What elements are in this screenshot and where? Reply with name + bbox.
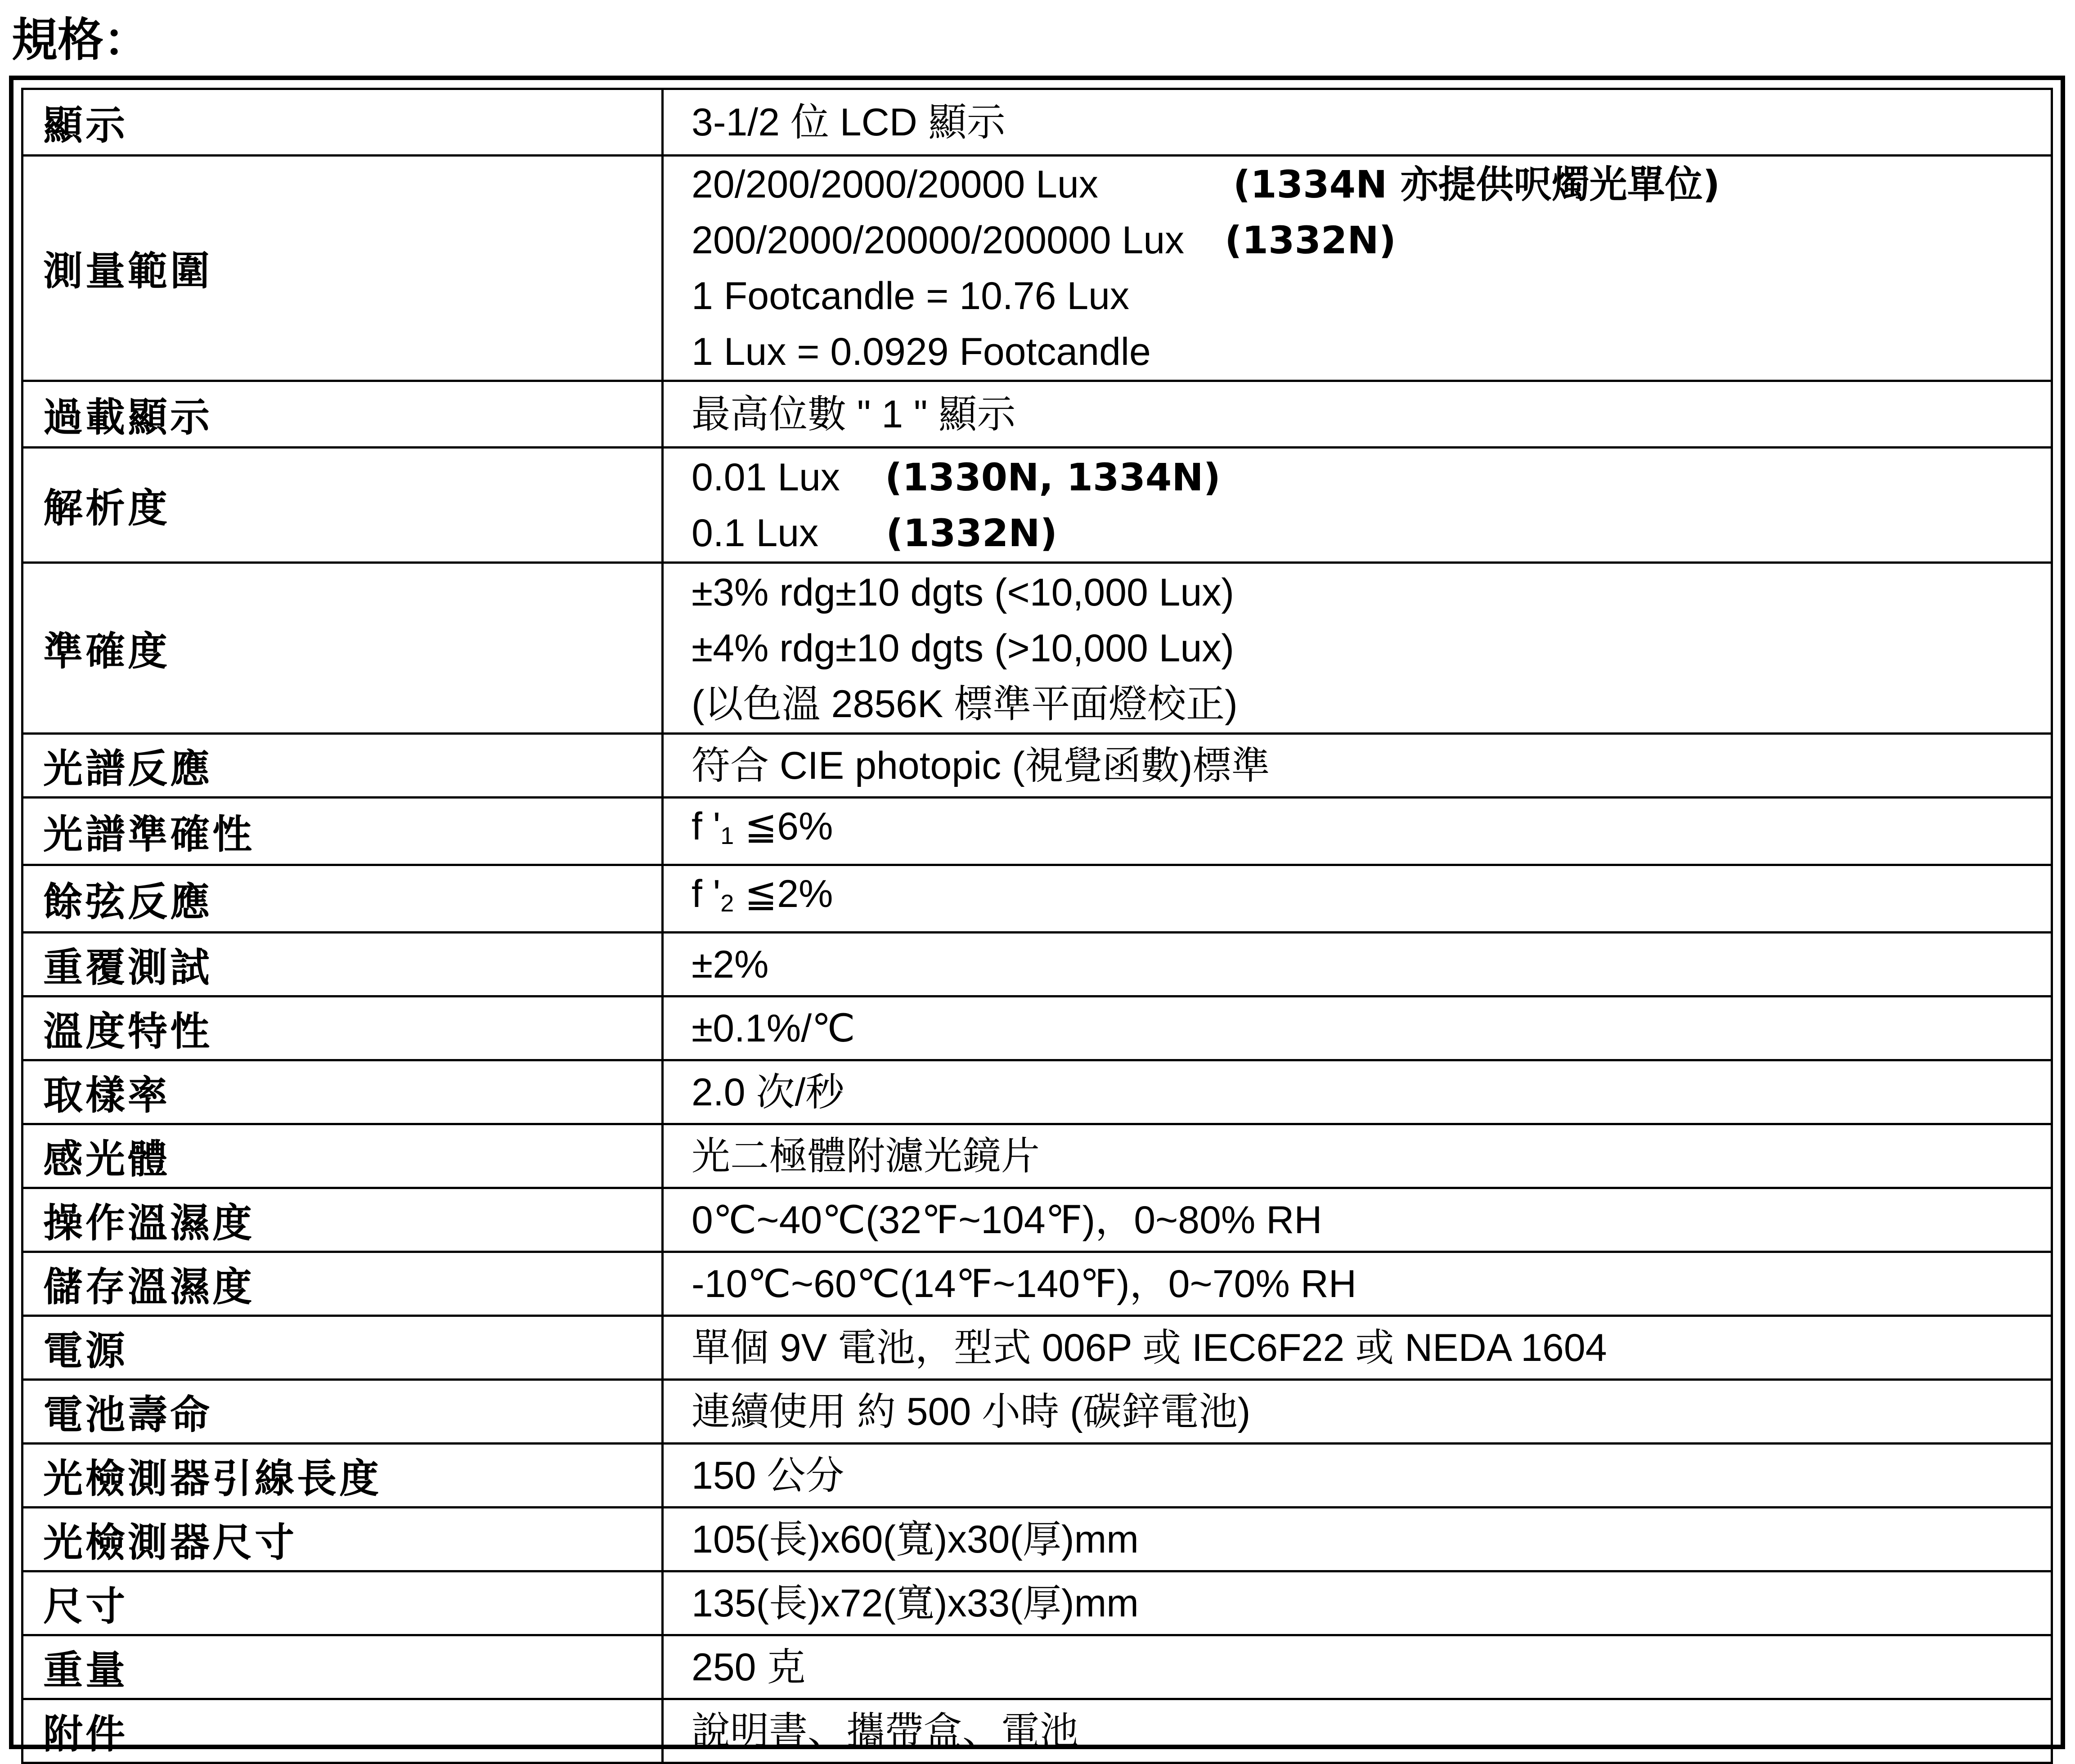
- value-line: 105(長)x60(寬)x30(厚)mm: [692, 1517, 1139, 1561]
- spec-value: [663, 1699, 2052, 1763]
- table-row: [22, 865, 2052, 933]
- table-row: [22, 1060, 2052, 1124]
- value-line: f '1 ≦6%: [692, 805, 833, 849]
- model-note: (1332N): [1225, 218, 1397, 262]
- spec-table: [21, 88, 2053, 1764]
- table-row: [22, 996, 2052, 1060]
- spec-label: 光檢測器尺寸: [22, 1508, 663, 1571]
- value-line: 0℃~40℃(32℉~104℉)，0~80% RH: [692, 1198, 1322, 1242]
- spec-value: [663, 563, 2052, 734]
- spec-table-frame: [9, 76, 2065, 1757]
- table-row: [22, 448, 2052, 563]
- spec-label: 重量: [22, 1635, 663, 1699]
- value-line: 說明書、攜帶盒、電池: [692, 1709, 1078, 1753]
- value-line: 單個 9V 電池，型式 006P 或 IEC6F22 或 NEDA 1604: [692, 1326, 1607, 1369]
- spec-label: 附件: [22, 1699, 663, 1763]
- spec-label: 顯示: [22, 89, 663, 156]
- table-row: [22, 1252, 2052, 1316]
- value-line: [692, 449, 2051, 505]
- table-row: [22, 1380, 2052, 1444]
- subscript: 2: [720, 890, 734, 917]
- spec-label: 餘弦反應: [22, 865, 663, 933]
- value-line: [692, 157, 2051, 212]
- table-row: [22, 156, 2052, 381]
- range-text: 20/200/2000/20000 Lux: [692, 163, 1098, 206]
- table-row: [22, 381, 2052, 448]
- value-line: 250 克: [692, 1645, 806, 1689]
- spec-value: [663, 933, 2052, 996]
- spec-value: [663, 1380, 2052, 1444]
- value-line: ±0.1%/℃: [692, 1006, 855, 1050]
- range-text: 200/2000/20000/200000 Lux: [692, 219, 1185, 262]
- table-row: [22, 933, 2052, 996]
- table-row: [22, 1124, 2052, 1188]
- value-line: 2.0 次/秒: [692, 1070, 844, 1114]
- spec-label: 準確度: [22, 563, 663, 734]
- table-row: [22, 798, 2052, 865]
- spec-label: 溫度特性: [22, 996, 663, 1060]
- spec-value: [663, 156, 2052, 381]
- value-line: 135(長)x72(寬)x33(厚)mm: [692, 1581, 1139, 1625]
- spec-value: [663, 798, 2052, 865]
- table-row: [22, 1571, 2052, 1635]
- spec-value: [663, 1124, 2052, 1188]
- spec-value: [663, 89, 2052, 156]
- model-note: (1332N): [886, 511, 1057, 555]
- spec-label: 電源: [22, 1316, 663, 1380]
- value-line: -10℃~60℃(14℉~140℉)，0~70% RH: [692, 1262, 1356, 1306]
- spec-label: 重覆測試: [22, 933, 663, 996]
- model-note: (1334N 亦提供呎燭光單位): [1233, 162, 1720, 206]
- spec-value: [663, 448, 2052, 563]
- spec-label: 解析度: [22, 448, 663, 563]
- table-row: [22, 1444, 2052, 1508]
- spec-label: 光譜準確性: [22, 798, 663, 865]
- value-line: ±3% rdg±10 dgts (<10,000 Lux): [692, 570, 1234, 614]
- subscript: 1: [720, 822, 734, 849]
- spec-label: 電池壽命: [22, 1380, 663, 1444]
- table-row: [22, 1188, 2052, 1252]
- value-line: ±4% rdg±10 dgts (>10,000 Lux): [692, 626, 1234, 670]
- value-line: 150 公分: [692, 1454, 844, 1497]
- spec-value: [663, 1571, 2052, 1635]
- spec-value: [663, 381, 2052, 448]
- value-line: (以色溫 2856K 標準平面燈校正): [692, 682, 1238, 726]
- spec-value: [663, 1316, 2052, 1380]
- model-note: (1330N, 1334N): [885, 455, 1221, 499]
- section-heading: 規格：: [12, 13, 149, 67]
- spec-value: [663, 865, 2052, 933]
- table-row: [22, 1635, 2052, 1699]
- spec-label: 過載顯示: [22, 381, 663, 448]
- spec-value: [663, 1060, 2052, 1124]
- value-line: [692, 212, 2051, 268]
- table-row: [22, 563, 2052, 734]
- spec-value: [663, 1252, 2052, 1316]
- value-line: 最高位數 " 1 " 顯示: [692, 392, 1016, 436]
- spec-label: 尺寸: [22, 1571, 663, 1635]
- value-line: 光二極體附濾光鏡片: [692, 1134, 1040, 1178]
- table-row: [22, 1316, 2052, 1380]
- spec-label: 儲存溫濕度: [22, 1252, 663, 1316]
- spec-value: [663, 1188, 2052, 1252]
- spec-value: [663, 996, 2052, 1060]
- table-row: [22, 1508, 2052, 1571]
- resolution-text: 0.1 Lux: [692, 511, 819, 555]
- spec-label: 感光體: [22, 1124, 663, 1188]
- resolution-text: 0.01 Lux: [692, 455, 840, 499]
- value-line: f '2 ≦2%: [692, 872, 833, 917]
- spec-value: [663, 734, 2052, 798]
- value-line: 3-1/2 位 LCD 顯示: [692, 100, 1006, 144]
- spec-value: [663, 1508, 2052, 1571]
- spec-label: 操作溫濕度: [22, 1188, 663, 1252]
- spec-label: 光檢測器引線長度: [22, 1444, 663, 1508]
- spec-label: 取樣率: [22, 1060, 663, 1124]
- value-line: 1 Lux = 0.0929 Footcandle: [692, 330, 1151, 373]
- spec-label: 光譜反應: [22, 734, 663, 798]
- table-row: [22, 1699, 2052, 1763]
- value-line: 1 Footcandle = 10.76 Lux: [692, 274, 1130, 318]
- value-line: 連續使用 約 500 小時 (碳鋅電池): [692, 1390, 1251, 1433]
- value-line: ±2%: [692, 943, 769, 986]
- spec-value: [663, 1635, 2052, 1699]
- spec-label: 測量範圍: [22, 156, 663, 381]
- value-line: 符合 CIE photopic (視覺函數)標準: [692, 744, 1270, 787]
- table-row: [22, 734, 2052, 798]
- spec-value: [663, 1444, 2052, 1508]
- table-row: [22, 89, 2052, 156]
- value-line: [692, 505, 2051, 561]
